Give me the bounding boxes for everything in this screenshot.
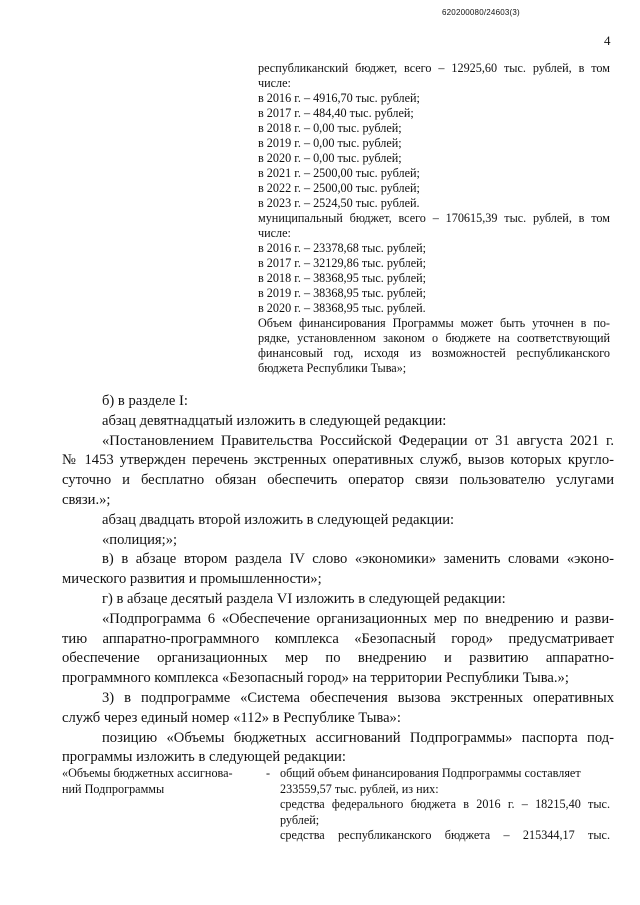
funding-block <box>258 61 610 376</box>
funding-line: в 2023 г. – 2524,50 тыс. рублей. <box>258 196 420 210</box>
funding-line: в 2016 г. – 4916,70 тыс. рублей; <box>258 91 420 105</box>
paragraph-line: суточно и бесплатно обязан обеспечить оператор связи пользователю услугами <box>62 472 614 489</box>
position-value-line: рублей; <box>280 812 320 827</box>
funding-line: бюджета Республики Тыва»; <box>258 361 407 375</box>
funding-line: числе: <box>258 76 291 90</box>
paragraph-line: мического развития и промышленности»; <box>62 571 322 588</box>
paragraph-line: абзац двадцать второй изложить в следующей редакции: <box>102 511 455 528</box>
paragraph-line: программы изложить в следующей редакции: <box>62 749 346 766</box>
paragraph-line: связи.»; <box>62 491 111 508</box>
funding-line: республиканский бюджет, всего – 12925,60 тыс. рублей, в том <box>258 61 610 75</box>
paragraph-line: № 1453 утвержден перечень экстренных оперативных служб, вызов которых кругло- <box>62 452 614 469</box>
position-label-line: «Объемы бюджетных ассигнова- <box>62 766 233 780</box>
paragraph-line: позицию «Объемы бюджетных ассигнований Подпрограммы» паспорта под- <box>102 729 614 746</box>
funding-line: в 2020 г. – 38368,95 тыс. рублей. <box>258 301 426 315</box>
funding-line: муниципальный бюджет, всего – 170615,39 тыс. рублей, в том <box>258 211 610 225</box>
paragraph-line: программного комплекса «Безопасный город» на территории Республики Тыва.»; <box>62 670 569 687</box>
paragraph-line: «полиция;»; <box>102 531 178 548</box>
paragraph-line: служб через единый номер «112» в Республике Тыва»: <box>62 709 401 726</box>
position-value-line: средства федерального бюджета в 2016 г. – 18215,40 тыс. <box>280 797 610 811</box>
paragraph-line: б) в разделе I: <box>102 393 188 409</box>
position-label-line: ний Подпрограммы <box>62 781 165 796</box>
funding-line: в 2019 г. – 38368,95 тыс. рублей; <box>258 286 427 300</box>
funding-line: в 2017 г. – 484,40 тыс. рублей; <box>258 106 414 120</box>
funding-line: в 2018 г. – 0,00 тыс. рублей; <box>258 121 402 135</box>
funding-line: в 2020 г. – 0,00 тыс. рублей; <box>258 151 402 165</box>
position-label <box>62 766 262 797</box>
funding-line: в 2017 г. – 32129,86 тыс. рублей; <box>258 256 427 270</box>
funding-line: в 2021 г. – 2500,00 тыс. рублей; <box>258 166 420 180</box>
funding-line: числе: <box>258 226 291 240</box>
position-value <box>280 766 610 844</box>
body-text <box>62 392 614 768</box>
paragraph-line: тию аппаратно-программного комплекса «Безопасный город» предусматривает <box>62 630 614 647</box>
paragraph-line: «Постановлением Правительства Российской Федерации от 31 августа 2021 г. <box>102 432 614 449</box>
paragraph-line: абзац девятнадцатый изложить в следующей редакции: <box>102 412 447 429</box>
page-number: 4 <box>604 33 611 48</box>
document-id: 620200080/24603(3) <box>442 8 520 17</box>
separator-dash: - <box>266 766 271 780</box>
funding-line: Объем финансирования Программы может быть уточнен в по- <box>258 316 610 330</box>
paragraph-line: обеспечение организационных мер по внедрению и развитию аппаратно- <box>62 650 614 667</box>
funding-line: в 2016 г. – 23378,68 тыс. рублей; <box>258 241 427 255</box>
paragraph-line: 3) в подпрограмме «Система обеспечения вызова экстренных оперативных <box>102 689 614 706</box>
position-value-line: средства республиканского бюджета – 215344,17 тыс. <box>280 828 610 842</box>
position-value-line: 233559,57 тыс. рублей, из них: <box>280 781 439 796</box>
funding-line: в 2022 г. – 2500,00 тыс. рублей; <box>258 181 420 195</box>
funding-line: рядке, установленном законом о бюджете на соответствующий <box>258 331 610 345</box>
paragraph-line: в) в абзаце втором раздела IV слово «экономики» заменить словами «эконо- <box>102 551 614 568</box>
position-value-line: общий объем финансирования Подпрограммы составляет <box>280 766 581 780</box>
funding-line: финансовый год, исходя из возможностей республиканского <box>258 346 610 360</box>
paragraph-line: «Подпрограмма 6 «Обеспечение организационных мер по внедрению и разви- <box>102 610 614 627</box>
funding-line: в 2018 г. – 38368,95 тыс. рублей; <box>258 271 427 285</box>
paragraph-line: г) в абзаце десятый раздела VI изложить в следующей редакции: <box>102 590 506 607</box>
funding-line: в 2019 г. – 0,00 тыс. рублей; <box>258 136 402 150</box>
